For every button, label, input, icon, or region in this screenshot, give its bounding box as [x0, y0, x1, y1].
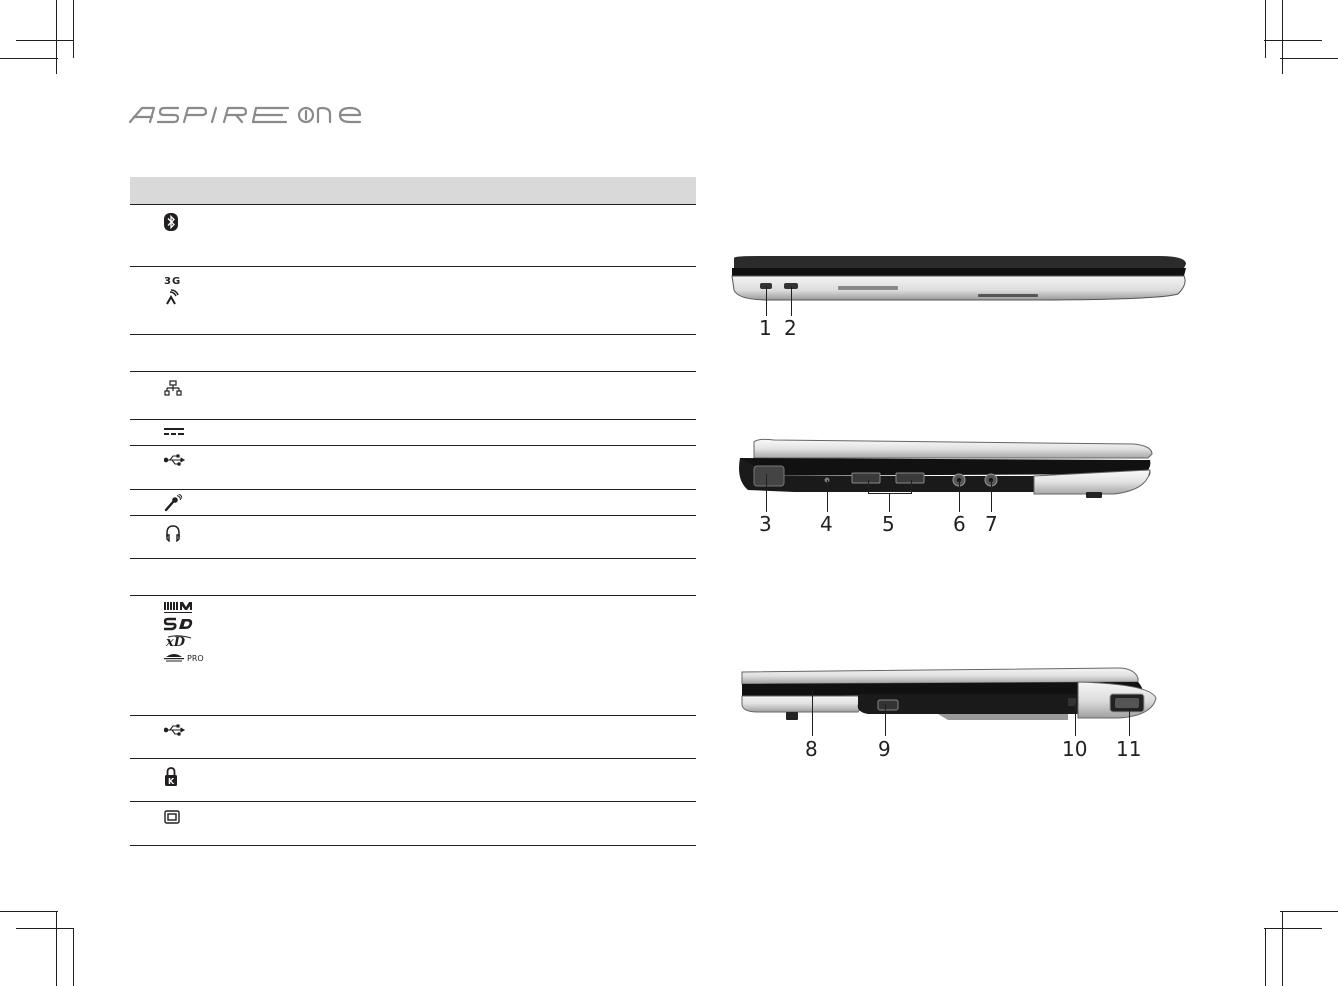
front-view-illustration [728, 254, 1190, 302]
callout-leader [868, 480, 869, 494]
network-icon [164, 380, 182, 396]
callout-1: 1 [759, 316, 772, 340]
table-row [130, 335, 696, 372]
bluetooth-icon [164, 213, 178, 231]
table-row [130, 205, 696, 267]
spec-table [130, 177, 696, 846]
callout-4: 4 [820, 512, 833, 536]
callout-5: 5 [882, 512, 895, 536]
callout-leader [868, 493, 912, 494]
table-row [130, 596, 696, 716]
xd-icon [164, 634, 194, 648]
callout-11: 11 [1116, 737, 1142, 761]
memory-stick-icon [164, 602, 194, 614]
svg-text:PRO: PRO [187, 654, 204, 663]
table-row [130, 716, 696, 759]
table-header [130, 177, 696, 205]
ms-pro-icon [164, 651, 204, 663]
table-row [130, 420, 696, 446]
table-row [130, 372, 696, 420]
callout-9: 9 [878, 737, 891, 761]
table-row [130, 516, 696, 559]
left-view-illustration [734, 436, 1156, 500]
callout-leader [885, 704, 886, 736]
external-display-icon [164, 810, 180, 824]
callout-7: 7 [985, 512, 998, 536]
table-row [130, 759, 696, 802]
callout-2: 2 [784, 316, 797, 340]
callout-leader [991, 480, 992, 512]
callout-leader [1075, 704, 1076, 736]
callout-6: 6 [953, 512, 966, 536]
callout-leader [766, 286, 767, 316]
callout-leader [1129, 710, 1130, 736]
callout-leader [959, 480, 960, 512]
headphones-icon [164, 524, 182, 542]
table-row [130, 802, 696, 846]
callout-leader [791, 286, 792, 316]
sd-icon [164, 617, 194, 631]
callout-leader [889, 493, 890, 512]
right-view-illustration [738, 664, 1160, 724]
aspire-one-logo [128, 102, 368, 128]
svg-text:3G: 3G [164, 276, 182, 285]
table-row [130, 446, 696, 490]
callout-leader [911, 480, 912, 494]
svg-text:K: K [168, 777, 175, 786]
table-row [130, 490, 696, 516]
3g-icon [164, 275, 192, 285]
callout-leader [766, 474, 767, 512]
callout-leader [812, 690, 813, 736]
svg-text:xD: xD [166, 635, 186, 648]
usb-icon [164, 454, 186, 466]
usb-icon [164, 724, 186, 736]
microphone-icon [164, 494, 182, 512]
callout-3: 3 [759, 512, 772, 536]
antenna-icon [164, 289, 180, 305]
callout-10: 10 [1062, 737, 1088, 761]
table-row [130, 559, 696, 596]
callout-leader [827, 480, 828, 512]
kensington-lock-icon [164, 767, 178, 787]
dc-in-icon [164, 428, 184, 436]
table-row [130, 267, 696, 335]
callout-8: 8 [805, 737, 818, 761]
